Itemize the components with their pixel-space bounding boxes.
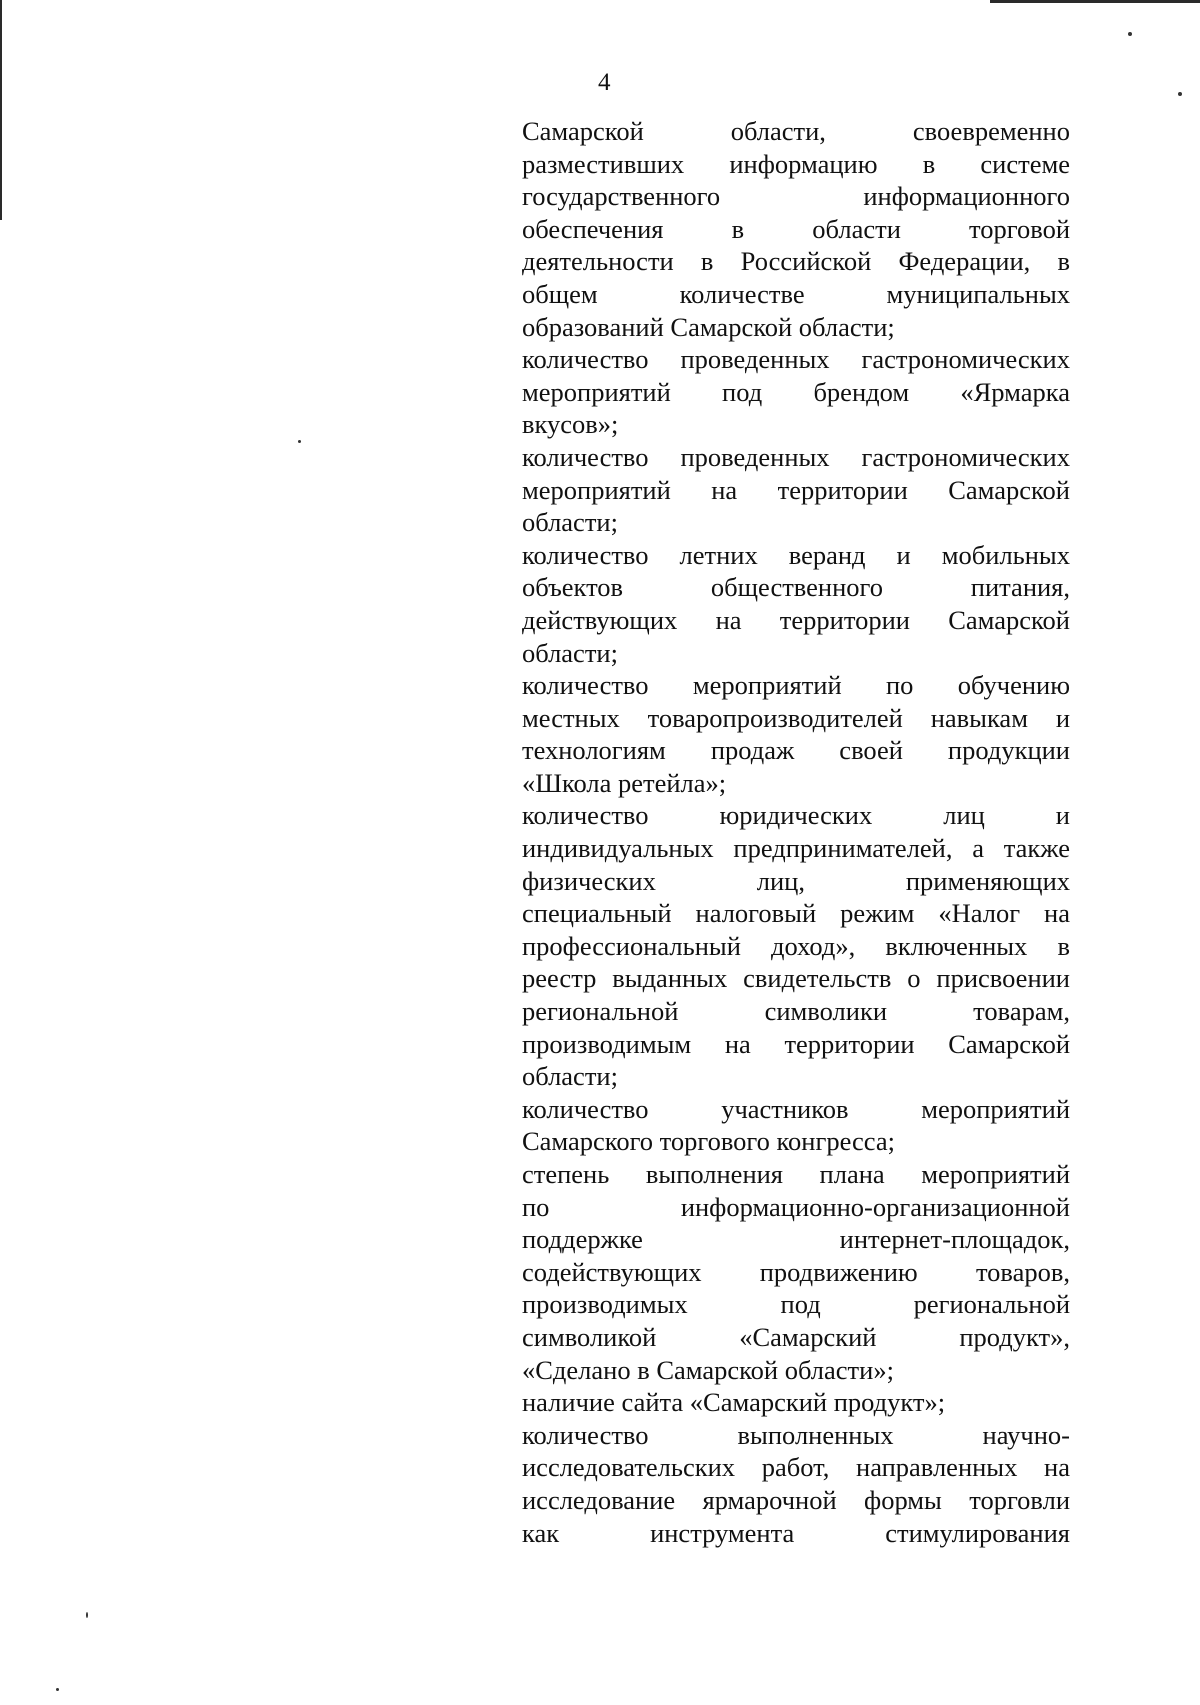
text-line: государственного информационного (522, 181, 1070, 212)
text-line: количество юридических лиц и (522, 800, 1070, 831)
text-line: производимых под региональной (522, 1289, 1070, 1320)
text-line: индивидуальных предпринимателей, а также (522, 833, 1070, 864)
text-line: технологиям продаж своей продукции (522, 735, 1070, 766)
text-line: содействующих продвижению товаров, (522, 1256, 1070, 1287)
text-line: как инструмента стимулирования (522, 1517, 1070, 1548)
scan-speck (298, 440, 301, 443)
scan-speck (56, 1688, 59, 1691)
page-number: 4 (598, 69, 611, 96)
text-line: символикой «Самарский продукт», (522, 1321, 1070, 1352)
text-line: степень выполнения плана мероприятий (522, 1159, 1070, 1189)
text-line: вкусов»; (522, 409, 619, 440)
text-line: наличие сайта «Самарский продукт»; (522, 1387, 946, 1418)
scan-edge-top (990, 0, 1200, 3)
text-line: местных товаропроизводителей навыкам и (522, 702, 1070, 733)
text-line: области; (522, 637, 618, 668)
text-line: Самарского торгового конгресса; (522, 1126, 895, 1157)
text-line: Самарской области, своевременно (522, 116, 1070, 146)
text-line: специальный налоговый режим «Налог на (522, 898, 1070, 929)
text-line: по информационно-организационной (522, 1191, 1070, 1222)
text-line: поддержке интернет-площадок, (522, 1224, 1070, 1255)
text-line: региональной символики товарам, (522, 996, 1070, 1027)
text-line: количество участников мероприятий (522, 1093, 1070, 1124)
text-line: исследование ярмарочной формы торговли (522, 1484, 1070, 1515)
text-line: обеспечения в области торговой (522, 213, 1070, 244)
text-line: объектов общественного питания, (522, 572, 1070, 603)
text-line: количество летних веранд и мобильных (522, 539, 1070, 570)
text-line: количество выполненных научно- (522, 1419, 1070, 1450)
text-line: «Школа ретейла»; (522, 767, 727, 798)
scan-speck (1178, 92, 1182, 96)
text-line: области; (522, 507, 618, 538)
text-line: исследовательских работ, направленных на (522, 1452, 1070, 1483)
text-line: разместивших информацию в системе (522, 148, 1070, 179)
text-line: деятельности в Российской Федерации, в (522, 246, 1070, 277)
text-line: действующих на территории Самарской (522, 604, 1070, 635)
scan-speck (1128, 32, 1132, 36)
text-line: общем количестве муниципальных (522, 278, 1070, 309)
text-line: образований Самарской области; (522, 311, 895, 342)
scan-speck (86, 1612, 88, 1618)
text-line: реестр выданных свидетельств о присвоении (522, 963, 1070, 994)
text-line: количество проведенных гастрономических (522, 344, 1070, 375)
text-line: физических лиц, применяющих (522, 865, 1070, 896)
text-line: производимым на территории Самарской (522, 1028, 1070, 1059)
scan-edge-left (0, 0, 2, 220)
text-line: мероприятий под брендом «Ярмарка (522, 376, 1070, 407)
text-line: мероприятий на территории Самарской (522, 474, 1070, 505)
text-line: количество мероприятий по обучению (522, 670, 1070, 701)
text-line: профессиональный доход», включенных в (522, 930, 1070, 961)
text-line: количество проведенных гастрономических (522, 441, 1070, 472)
text-line: «Сделано в Самарской области»; (522, 1354, 894, 1385)
text-line: области; (522, 1061, 618, 1092)
body-text (522, 115, 1070, 1549)
